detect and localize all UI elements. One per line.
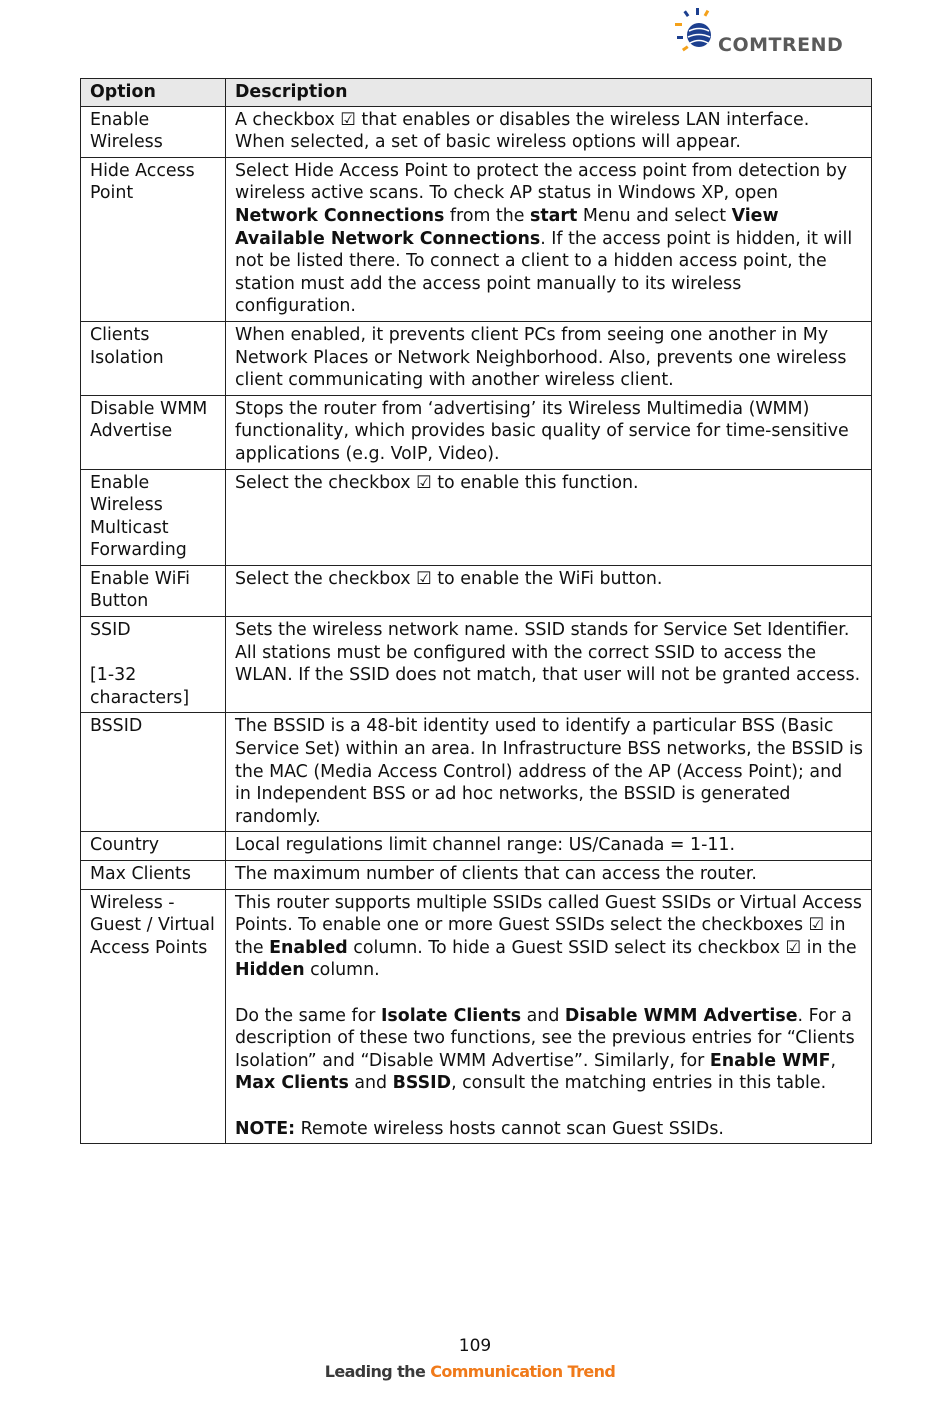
description-cell — [226, 565, 872, 616]
description-paragraph — [235, 160, 863, 318]
bold-text: Max Clients — [235, 1073, 349, 1094]
table-header-row — [81, 79, 872, 107]
option-cell: BSSID — [81, 713, 226, 832]
paragraph-gap — [235, 1095, 863, 1118]
bold-text: Enable WMF — [709, 1050, 831, 1071]
bold-text: View Available Network Connections — [235, 205, 779, 249]
logo-text: COMTREND — [718, 34, 844, 56]
tagline-part2: Communication — [430, 1362, 563, 1381]
bold-text: Disable WMM Advertise — [564, 1005, 798, 1026]
text-run: . For a description of these two functions, see the previous entries for “Clients Isolation” and “Disable WMM Advertise”. Similarly, for — [235, 1005, 855, 1071]
header-description: Description — [226, 79, 872, 107]
table-row — [81, 617, 872, 713]
description-paragraph — [235, 834, 863, 857]
table-row — [81, 395, 872, 469]
text-run: When enabled, it prevents client PCs from seeing one another in My Network Places or Network Neighborhood. Also, prevents one wireless client communicating with another wireless client. — [235, 324, 847, 391]
bold-text: Enabled — [269, 937, 348, 958]
description-paragraph — [235, 324, 863, 392]
table-row — [81, 889, 872, 1144]
description-cell — [226, 713, 872, 832]
description-cell — [226, 861, 872, 890]
text-run: Local regulations limit channel range: US/Canada = 1-11. — [235, 835, 736, 856]
text-run: column. — [304, 960, 380, 981]
text-run: from the — [444, 205, 531, 226]
option-cell: Enable Wireless Multicast Forwarding — [81, 469, 226, 565]
description-paragraph — [235, 568, 863, 591]
option-cell: SSID [1-32 characters] — [81, 617, 226, 713]
description-paragraph — [235, 863, 863, 886]
bold-text: Hidden — [235, 960, 305, 981]
table-body — [81, 106, 872, 1144]
text-run: Select the checkbox ☑ to enable this function. — [235, 472, 639, 493]
description-cell — [226, 106, 872, 157]
text-run: Select the checkbox ☑ to enable the WiFi button. — [235, 568, 663, 589]
text-run: column. To hide a Guest SSID select its checkbox ☑ in the — [347, 937, 857, 958]
page-number: 109 — [458, 1336, 492, 1356]
text-run: Select Hide Access Point to protect the access point from detection by wireless active scans. To check AP status in Windows XP, open — [235, 160, 848, 204]
text-run: A checkbox ☑ that enables or disables the wireless LAN interface. When selected, a set of basic wireless options will appear. — [235, 109, 810, 153]
option-cell: Disable WMM Advertise — [81, 395, 226, 469]
text-run: This router supports multiple SSIDs called Guest SSIDs or Virtual Access Points. To enable one or more Guest SSIDs select the checkboxes ☑ in the — [235, 892, 862, 958]
option-cell: Hide Access Point — [81, 157, 226, 321]
table-row — [81, 565, 872, 616]
options-table — [80, 78, 872, 1144]
description-paragraph — [235, 1005, 863, 1095]
table-row — [81, 861, 872, 890]
text-run: and — [348, 1073, 393, 1094]
paragraph-gap — [235, 982, 863, 1005]
description-paragraph — [235, 1118, 863, 1141]
description-cell — [226, 617, 872, 713]
text-run: , — [830, 1050, 837, 1071]
description-cell — [226, 469, 872, 565]
description-paragraph — [235, 472, 863, 495]
description-cell — [226, 321, 872, 395]
comtrend-globe-icon — [672, 6, 718, 58]
text-run: Menu and select — [577, 205, 732, 226]
bold-text: Network Connections — [235, 205, 445, 226]
description-paragraph — [235, 109, 863, 154]
header-option: Option — [81, 79, 226, 107]
table-row — [81, 321, 872, 395]
option-cell: Max Clients — [81, 861, 226, 890]
table-row — [81, 106, 872, 157]
comtrend-logo — [672, 6, 872, 62]
option-cell: Clients Isolation — [81, 321, 226, 395]
bold-text: start — [530, 205, 578, 226]
option-cell: Enable WiFi Button — [81, 565, 226, 616]
bold-text: Isolate Clients — [380, 1005, 522, 1026]
option-cell: Wireless - Guest / Virtual Access Points — [81, 889, 226, 1144]
table-row — [81, 157, 872, 321]
tagline-part3: Trend — [562, 1362, 616, 1381]
description-paragraph — [235, 715, 863, 828]
description-cell — [226, 157, 872, 321]
description-cell — [226, 832, 872, 861]
text-run: Stops the router from ‘advertising’ its Wireless Multimedia (WMM) functionality, which provides basic quality of service for time-sensitive applications (e.g. VoIP, Video). — [235, 398, 849, 464]
description-paragraph — [235, 892, 863, 982]
text-run: The BSSID is a 48-bit identity used to identify a particular BSS (Basic Service Set) within an area. In Infrastructure BSS networks, the BSSID is the MAC (Media Access Control) address of the AP (Access Point); and in Independent BSS or ad hoc networks, the BSSID is generated randomly. — [235, 716, 863, 827]
text-run: , consult the matching entries in this table. — [451, 1073, 827, 1094]
bold-text: BSSID — [392, 1073, 452, 1094]
text-run: The maximum number of clients that can access the router. — [235, 864, 757, 884]
table-row — [81, 469, 872, 565]
text-run: and — [521, 1005, 565, 1026]
text-run: Do the same for — [235, 1005, 381, 1026]
tagline-part1: Leading the — [324, 1362, 431, 1381]
text-run: Sets the wireless network name. SSID stands for Service Set Identifier. All stations must be configured with the correct SSID to access the WLAN. If the SSID does not match, that user will not be granted access. — [235, 620, 861, 686]
description-cell — [226, 889, 872, 1144]
table-row — [81, 832, 872, 861]
description-paragraph — [235, 398, 863, 466]
option-cell: Enable Wireless — [81, 106, 226, 157]
description-paragraph — [235, 619, 863, 687]
text-run: Remote wireless hosts cannot scan Guest SSIDs. — [295, 1118, 724, 1139]
footer-tagline — [0, 1362, 940, 1381]
text-run: . If the access point is hidden, it will not be listed there. To connect a client to a hidden access point, the station must add the access point manually to its wireless configuration. — [235, 228, 853, 317]
table-row — [81, 713, 872, 832]
bold-text: NOTE: — [235, 1118, 296, 1139]
description-cell — [226, 395, 872, 469]
option-cell: Country — [81, 832, 226, 861]
